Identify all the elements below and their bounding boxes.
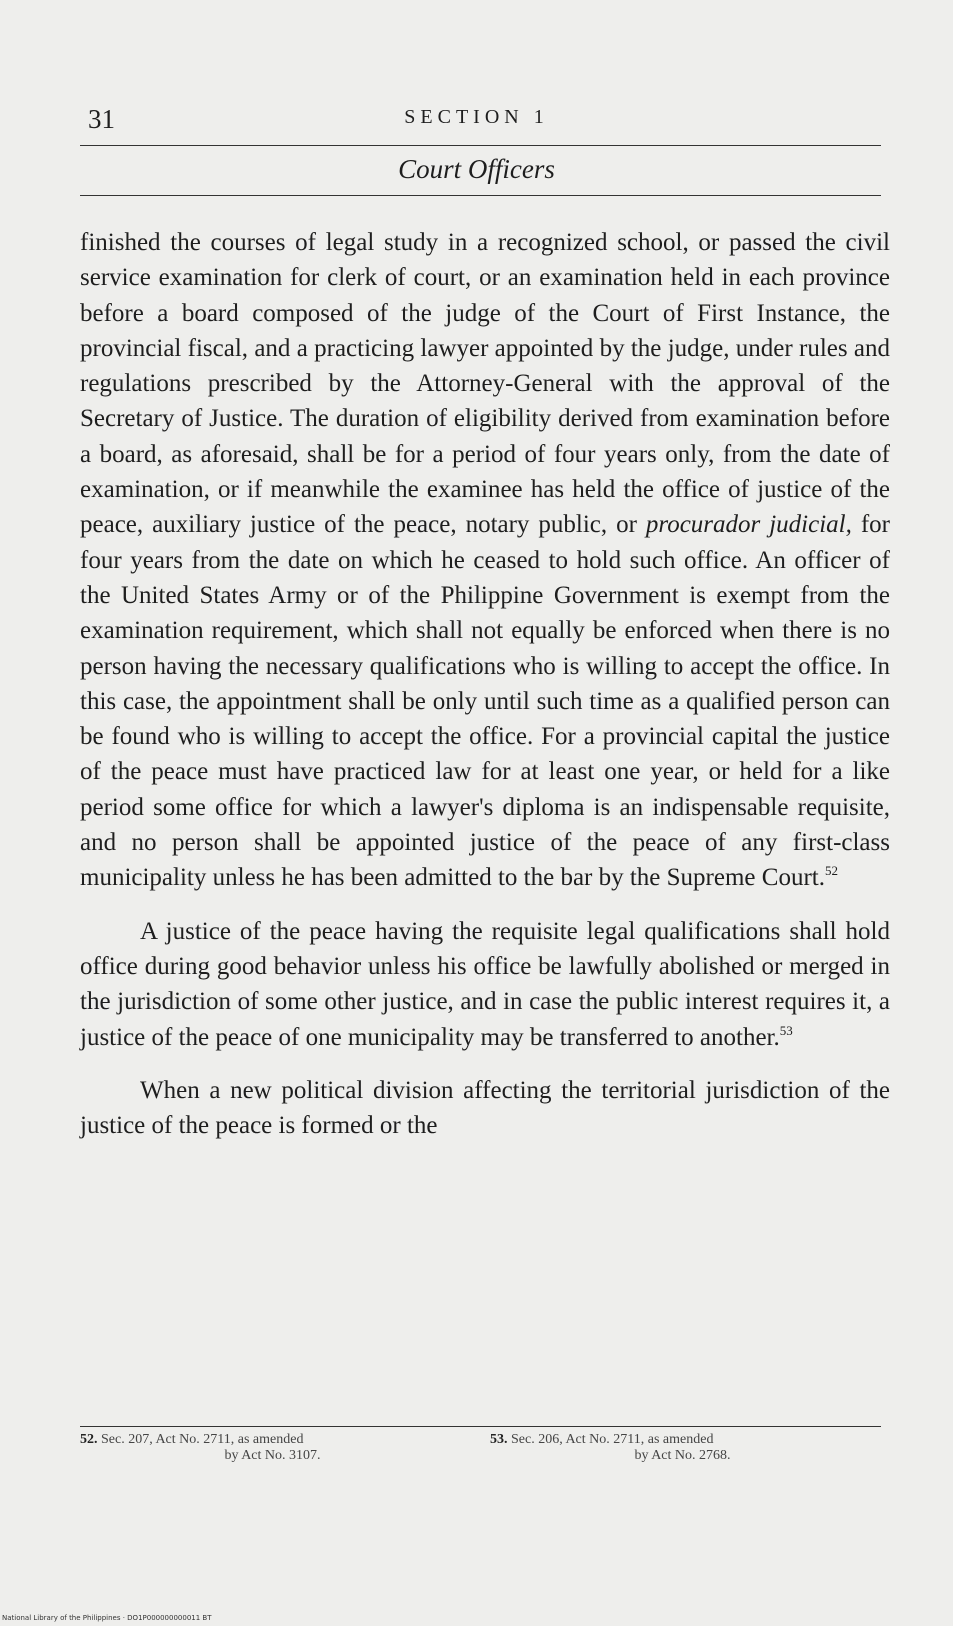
body-text [80,225,890,1161]
header-rule-bottom [80,195,881,196]
footnote-number: 53. [490,1432,508,1447]
header-rule-top [80,145,881,146]
chapter-subtitle: Court Officers [398,154,555,184]
italic-term: procurador judicial, [645,511,852,539]
footnote-ref[interactable]: 53 [779,1022,793,1038]
footnote-rule [80,1426,881,1427]
paragraph: When a new political division affecting the territorial jurisdiction of the justice of the peace is formed or the [80,1076,890,1140]
footnote-text-cont: by Act No. 3107. [224,1448,321,1463]
paragraph: A justice of the peace having the requisite legal qualifications shall hold office during good behavior unless his office be lawfully abolished or merged in the jurisdiction of some other justice, and in case the public interest requires it, a justice of the peace of one municipality may be transferred to another.$^{53}$ [80,917,890,1051]
section-title: SECTION 1 [404,106,549,128]
footnote [80,1432,465,1464]
page-header [80,104,873,134]
footnote-text-cont: by Act No. 2768. [634,1448,731,1463]
footnote-number: 52. [80,1432,98,1447]
footnote-text: Sec. 206, Act No. 2711, as amended [511,1432,714,1447]
footnote-ref[interactable]: 52 [824,863,838,879]
footnote [490,1432,875,1464]
footnote-text: Sec. 207, Act No. 2711, as amended [101,1432,304,1447]
paragraph: finished the courses of legal study in a recognized school, or passed the civil service examination for clerk of court, or an examination held in each province before a board composed of the judge of the Court of First Instance, the provincial fiscal, and a practicing lawyer appointed by the judge, under rules and regulations prescribed by the Attorney-General with the approval of the Secretary of Justice. The duration of eligibility derived from examination before a board, as aforesaid, shall be for a period of four years only, from the date of examination, or if meanwhile the examinee has held the office of justice of the peace, auxiliary justice of the peace, notary public, or procurador judicial, for four years from the date on which he ceased to hold such office. An officer of the United States Army or of the Philippine Government is exempt from the examination requirement, which shall not equally be enforced when there is no person having the necessary qualifications who is willing to accept the office. In this case, the appointment shall be only until such time as a qualified person can be found who is willing to accept the office. For a provincial capital the justice of the peace must have practiced law for at least one year, or held for a like period some office for which a lawyer's diploma is an indispensable requisite, and no person shall be appointed justice of the peace of any first-class municipality unless he has been admitted to the bar by the Supreme Court.$^{52}$ [80,229,890,892]
scan-credit: National Library of the Philippines · DO1P000000000011 BT [2,1614,212,1622]
page-number: 31 [88,104,115,134]
